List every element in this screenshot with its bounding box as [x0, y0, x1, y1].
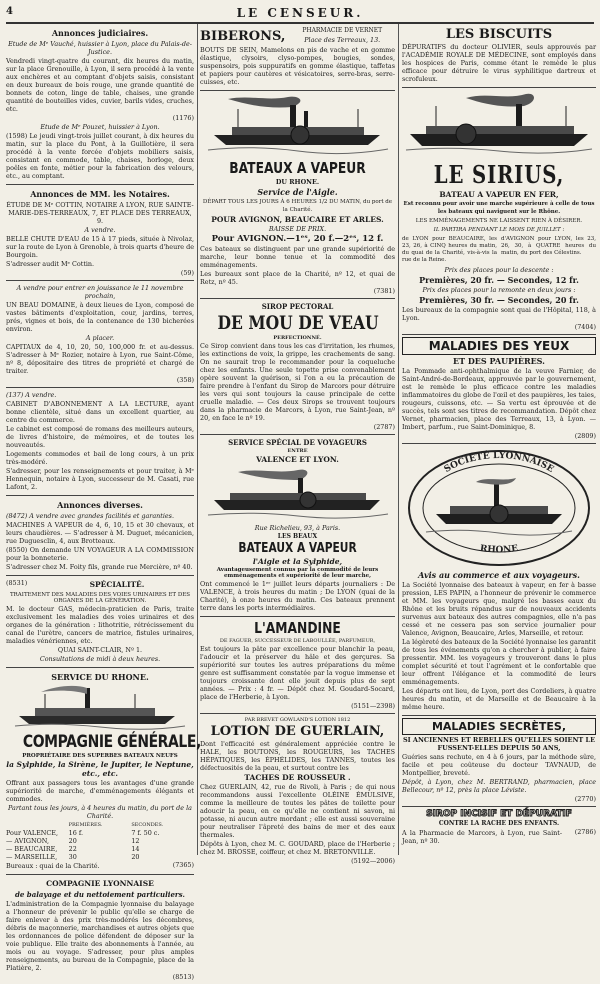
fare-second: 14 — [131, 845, 140, 853]
ad-body: Offrant aux passagers tous les avantages d'une grande supériorité de marche, d'emménagements élégants et commodes. — [6, 779, 194, 803]
ad-subheading: CONTRE LA RACHE DES ENFANTS. — [438, 820, 560, 827]
ad-subheading: VALENCE ET LYON. — [256, 455, 339, 464]
fare: Pour AVIGNON.—1ᵉˢ, 20 f.—2ᵉˢ, 12 f. — [211, 234, 384, 244]
column-right — [402, 24, 596, 855]
ad-body: DÉPURATIFS du docteur OLIVIER, seuls approuvés par l'ACADÉMIE ROYALE DE MÉDECINE, sont employés dans les hospices de Paris, comme étant le remède le plus efficace pour détruire le virus syphilitique dartreux et scrofuleux. — [402, 43, 596, 83]
ad-number: (7381) — [373, 287, 395, 295]
ad-body: BOUTS DE SEIN, Mamelons en pis de vache et en gomme élastique, clysoirs, clyso-pompes, bougies, sondes, suspensoirs, pois suppuratifs en gomme élastique, taffetas et papiers pour cautères et vésicatoires, serre-bras, serre-cuisses, etc. — [200, 46, 395, 86]
ad-maladies-secretes — [402, 716, 596, 807]
masthead — [6, 6, 594, 24]
ad-subheading: Avantageusement connus par la commodité de leurs emménagements et supériorité de leur marche, — [216, 567, 379, 579]
ad-heading: LOTION DE GUERLAIN, — [210, 724, 385, 739]
departure-lyon: de LYON pour BEAUCAIRE, les 23, 26, à CINQ heures du matin, du quai de la Charité, vis-à-vis la rue de la Reine. — [402, 236, 497, 263]
ad-label: BAISSE DE PRIX. — [268, 225, 327, 233]
fare-second: 7 f. 50 c. — [131, 829, 160, 837]
fare-destination: — MARSEILLE, — [6, 853, 58, 861]
seal-ring-top: SOCIÉTÉ LYONNAISE — [442, 450, 556, 475]
ad-subheading: ENTRE — [287, 448, 308, 454]
ad-heading: Avis au commerce et aux voyageurs. — [418, 570, 580, 580]
ad-body: CAPITAUX de 4, 10, 20, 50, 100,000 fr. et au-dessus. S'adresser à Mᵉ Rozier, notaire à Lyon, rue Saint-Côme, nº 8, dépositaire des titres de propriété et chargé de traiter. — [6, 343, 194, 375]
ad-subheading: Etude de Mᵉ Vauché, huissier à Lyon, place du Palais-de-Justice. — [8, 40, 192, 56]
fare-row — [6, 845, 194, 853]
ad-number: (8531) — [6, 579, 28, 587]
newspaper-title: LE CENSEUR. — [236, 6, 364, 20]
fare-first: 20 — [68, 837, 77, 845]
fare: Premières, 30 fr. — Secondes, 20 fr. — [419, 295, 579, 305]
ad-body: Dont l'efficacité est généralement appréciée contre le HALE, les BOUTONS, les ROUGEURS, les TACHES HÉPATIQUES, les ÉPHÉLIDES, les TANNES, toutes les défectuosités de la peau, et surtout contre les — [200, 740, 395, 772]
ad-body: CABINET D'ABONNEMENT A LA LECTURE, ayant bonne clientèle, situé dans un excellent quartier, au centre du commerce. — [6, 400, 194, 424]
ad-subheading: BATEAU A VAPEUR EN FER, — [439, 190, 559, 199]
ad-number: (358) — [176, 376, 194, 384]
page-number: 4 — [6, 6, 13, 17]
column-left — [6, 24, 201, 981]
ad-body: S'adresser audit Mᵉ Cottin. — [6, 260, 95, 268]
ad-diverses — [6, 496, 194, 576]
ad-subheading: TRAITEMENT DES MALADIES DES VOIES URINAIRES ET DES ORGANES DE LA GÉNÉRATION. — [9, 592, 191, 604]
fare-label: Prix des places pour la descente : — [444, 266, 554, 274]
fare-second: 12 — [131, 837, 140, 845]
steamboat-illustration — [208, 466, 388, 522]
ad-label: A vendre. — [84, 226, 116, 234]
ad-body: (8550) On demande UN VOYAGEUR A LA COMMISSION pour la bonneterie. — [6, 546, 194, 562]
ad-notaires — [6, 185, 194, 281]
ad-biscuits — [402, 24, 596, 88]
ad-specialite — [6, 576, 194, 668]
ad-heading: Annonces judiciaires. — [51, 28, 149, 38]
ad-body: La Pommade anti-ophthalmique de la veuve Farnier, de Saint-André-de-Bordeaux, approuvée par le gouvernement, est le remède le plus efficace contre les maladies inflammatoires du globe de l'œil et des paupières, les taies, rougeurs, cuissons, etc. — Sa vertu est éprouvée et de succès, tels sont ses titres de recommandation. Dépôt chez Vernet, pharmacien, place des Terreaux, 13, à Lyon. — Imbert, parfum., rue Saint-Dominique, 8. — [402, 367, 596, 431]
ad-sirop-mou-de-veau — [200, 299, 395, 435]
ad-heading: Annonces de MM. les Notaires. — [30, 189, 170, 199]
ad-domaine — [6, 281, 194, 388]
ad-number: (2770) — [574, 795, 596, 803]
ad-big-heading: SIROP INCISIF ET DÉPURATIF — [426, 809, 572, 819]
ad-body: Ont commencé le 1ᵉʳ juillet leurs départs journaliers : De VALENCE, à trois heures du matin ; De LYON (quai de la Charité), à onze heures du matin. Ces bateaux prennent terre dans les ports intermédiaires. — [200, 580, 395, 612]
ad-body: S'adresser, pour les renseignements et pour traiter, à Mᵉ Hennequin, notaire à Lyon, successeur de M. Casati, rue Lafont, 2. — [6, 467, 194, 491]
ad-address: Rue Richelieu, 93, à Paris. — [254, 524, 341, 532]
ad-body: (1598) Le jeudi vingt-trois juillet courant, à dix heures du matin, sur la place du Pont, à la Guillotière, il sera procédé à la vente forcée d'objets mobiliers saisis, consistant en commode, table, chaises, horloge, deux poêles en fonte, métier pour la fabrication des velours, etc., au comptant. — [6, 132, 194, 180]
ad-subheading: TACHES DE ROUSSEUR . — [244, 773, 351, 782]
ad-label: (137) A vendre. — [6, 391, 57, 399]
ad-heading: COMPAGNIE LYONNAISE — [46, 879, 154, 888]
ad-sirop-incisif — [402, 807, 596, 849]
ad-heading: Annonces diverses. — [57, 500, 143, 510]
ad-heading: SERVICE SPÉCIAL DE VOYAGEURS — [228, 438, 367, 447]
ad-heading: SPÉCIALITÉ. — [89, 580, 145, 589]
fare-col-first: PREMIÈRES. — [68, 822, 103, 828]
departure-info: Partant tous les jours, à 4 heures du matin, du port de la Charité. — [8, 804, 192, 820]
fare-first: 30 — [68, 853, 77, 861]
column-middle — [200, 24, 399, 865]
ad-number: (2809) — [574, 432, 596, 440]
ad-subheading: de balayage et du nettoiement particuliers. — [15, 890, 185, 899]
ad-subheading: SI ANCIENNES ET REBELLES QU'ELLES SOIENT LE FUSSENT-ELLES DEPUIS 50 ANS, — [402, 736, 596, 752]
ad-heading: BIBERONS, — [200, 29, 286, 44]
seal-ring-bottom: RHONE — [479, 543, 519, 556]
ad-subheading: Etude de Mᵉ Pouzet, huissier à Lyon. — [40, 123, 160, 131]
ad-body: Le cabinet est composé de romans des meilleurs auteurs, de livres d'histoire, de mémoires, et de toutes les nouveautés. — [6, 425, 194, 449]
steamboat-illustration — [15, 684, 185, 730]
ad-body: MACHINES A VAPEUR de 4, 6, 10, 15 et 30 chevaux, et leurs chaudières. — S'adresser à M. Duguet, mécanicien, rue Duguesclin, 4, aux Brotteaux. — [6, 521, 194, 545]
ad-heading: LES BISCUITS — [445, 27, 553, 42]
ad-subheading: PERFECTIONNÉ. — [273, 335, 322, 341]
ad-subheading: LES EMMÉNAGEMENTS NE LAISSENT RIEN À DÉSIRER. — [415, 218, 583, 224]
fare: Premières, 20 fr. — Secondes, 12 fr. — [419, 275, 579, 285]
fare-col-second: SECONDES. — [131, 822, 164, 828]
fare-destination: — AVIGNON, — [6, 837, 50, 845]
ad-subheading: PAR BREVET GOWLAND'S LOTION 1812 — [244, 717, 351, 723]
ad-address: Place des Terreaux, 13. — [304, 36, 381, 44]
ad-big-heading: L'AMANDINE — [254, 619, 341, 637]
ad-service-valence-lyon — [200, 435, 395, 617]
ad-service-rhone — [6, 668, 201, 875]
ad-heading: SERVICE DU RHONE. — [51, 672, 149, 682]
ad-big-heading: LE SIRIUS, — [433, 160, 565, 189]
destinations: POUR AVIGNON, BEAUCAIRE ET ARLES. — [211, 215, 384, 224]
ad-sirius — [402, 88, 596, 335]
ad-body: L'administration de la Compagnie lyonnaise du balayage a l'honneur de prévenir le public qu'elle se charge de faire enlever à des prix très-modérés les décombres, débris de maçonnerie, marchandises et autres objets que les ordonnances de police défendent de déposer sur la voie publique. Elle traite des abonnements à l'année, au mois ou au voyage. S'adresser, pour plus amples renseignements, au bureau de la Compagnie, place de la Platière, 2. — [6, 900, 194, 972]
ad-body: Guéries sans rechute, en 4 à 6 jours, par la méthode sûre, facile et peu coûteuse du docteur TAVNAUD, de Montpellier, breveté. — [402, 753, 596, 777]
ad-judicial — [6, 24, 194, 185]
ad-body: Ces bateaux se distinguent par une grande supériorité de marche, leur bonne tenue et la commodité des emménagements. — [200, 245, 395, 269]
ad-big-heading: COMPAGNIE GÉNÉRALE, — [22, 732, 201, 752]
fare-label: Prix des places pour la remonte en deux jours : — [422, 286, 576, 294]
ad-bateaux-aigle — [200, 91, 395, 299]
ad-body: S'adresser chez M. Foity fils, grande rue Mercière, nº 40. — [6, 563, 193, 571]
ad-number: (5192—2006) — [351, 857, 395, 865]
ad-body: Dépôt, à Lyon, chez M. BERTRAND, pharmacien, place Bellecour, nº 12, près la place Léviste. — [402, 778, 596, 794]
ad-body: Logements commodes et bail de long cours, à un prix très-modéré. — [6, 450, 194, 466]
ad-body: Vendredi vingt-quatre du courant, dix heures du matin, sur la place Grenouille, à Lyon, il sera procédé à la vente aux enchères et au comptant d'objets saisis, consistant en deux bureaux de bois rouge, une grande quantité de bonnets de coton, linge de table, chaises, une grande quantité de bouteilles vides, cuvier, barils vides, cruches, etc. — [6, 57, 194, 113]
fare-second: 20 — [131, 853, 140, 861]
ad-number: (7404) — [574, 323, 596, 331]
ad-number: (5151—2398) — [351, 702, 395, 710]
ad-subheading: DU RHONE. — [275, 178, 320, 186]
ad-subheading: DE FAGUER, SUCCESSEUR DE LABOULLÉE, PARFUMEUR, — [219, 638, 376, 644]
ad-body: A la Pharmacie de Marcors, à Lyon, rue Saint-Jean, nº 30. — [402, 829, 562, 845]
ad-subheading: IL PARTIRA PENDANT LE MOIS DE JUILLET : — [433, 227, 565, 233]
ad-number: (7365) — [172, 861, 194, 869]
fare-table-header — [6, 821, 194, 829]
ad-number: (59) — [180, 269, 194, 277]
ad-body: (8472) A vendre avec grandes facilités et garanties. — [6, 512, 174, 520]
ad-body: BELLE CHUTE D'EAU de 15 à 17 pieds, située à Nivolaz, sur la route de Lyon à Grenoble, à trois quarts d'heure de Bourgoin. — [6, 235, 194, 259]
ad-maladies-yeux — [402, 335, 596, 444]
ad-big-heading: BATEAUX A VAPEUR — [238, 541, 357, 556]
ad-body: Les départs ont lieu, de Lyon, port des Cordeliers, à quatre heures du matin, et de Marseille et de Beaucaire à la même heure. — [402, 687, 596, 711]
ad-number: (8513) — [172, 973, 194, 981]
ad-body: Est toujours la pâte par excellence pour blanchir la peau, l'adoucir et la préserver du hâle et des gerçures. Sa supériorité sur toutes les autres préparations du même genre est suffisamment constatée par la vogue immense et toujours croissante dont elle jouit depuis plus de sept années. — Prix : 4 fr. — Dépôt chez M. Goudard-Socard, place de l'Herberie, à Lyon. — [200, 645, 395, 701]
ad-big-heading: MALADIES SECRÈTES, — [402, 718, 596, 735]
boat-names: la Sylphide, la Sirène, le Jupiter, le Neptune, etc., etc. — [6, 760, 194, 778]
departure-avignon: d'AVIGNON pour LYON, les 23, 26, 30, à QUATRE heures du matin, du port des Célestins. — [501, 236, 596, 256]
ad-label: A vendre pour entrer en jouissance le 11 novembre prochain, — [16, 284, 184, 300]
steamboat-illustration — [208, 95, 388, 157]
ad-biberons — [200, 24, 395, 91]
ad-number: (1176) — [172, 114, 194, 122]
ad-hours: Consultations de midi à deux heures. — [39, 655, 161, 663]
ad-societe-lyonnaise — [402, 444, 596, 716]
fare-row — [6, 829, 194, 837]
boat-names: l'Aigle et la Sylphide, — [252, 557, 343, 566]
ad-subheading: PHARMACIE DE VERNET — [302, 27, 383, 34]
ad-body: La Société lyonnaise des bateaux à vapeur, en fer à basse pression, LES PAPIN, a l'honneur de prévenir le commerce et MM. les voyageurs que, malgré les basses eaux du Rhône et les bruits répandus sur de nouveaux accidents survenus aux bateaux des autres compagnies, elle n'a pas cessé et ne cessera pas son service journalier pour Valence, Avignon, Beaucaire, Arles, Marseille, et retour. — [402, 581, 596, 637]
ad-body: UN BEAU DOMAINE, à deux lieues de Lyon, composé de vastes bâtiments d'exploitation, cour, jardins, terres, prés, vignes et bois, de la contenance de 130 bicherées environ. — [6, 301, 194, 333]
ad-body: Dépôts à Lyon, chez M. C. GOUDARD, place de l'Herberie ; chez M. BROSSE, coiffeur, et chez M. BRETONVILLE. — [200, 840, 395, 856]
fare-destination: — BEAUCAIRE, — [6, 845, 58, 853]
ad-number: (2786) — [574, 828, 596, 836]
ad-big-heading: DE MOU DE VEAU — [217, 312, 379, 334]
fare-row — [6, 837, 194, 845]
ad-label: A placer. — [85, 334, 115, 342]
fare-row — [6, 853, 194, 861]
ad-subheading: LES BEAUX — [277, 533, 318, 540]
ad-subheading: ÉTUDE DE Mᵉ COTTIN, NOTAIRE A LYON, RUE SAINTE-MARIE-DES-TERREAUX, 7, ET PLACE DES TERREAUX, 9. — [6, 201, 194, 225]
ad-body: La légèreté des bateaux de la Société lyonnaise les garantit de tous les événements qu'on a chercher à publier, à faire pressentir. MM. les voyageurs y trouveront dans le plus complet sécurité et tout l'agrément et le confortable que leur offrent l'élégance et la commodité de leurs emménagements. — [402, 638, 596, 686]
departure-info: DÉPART TOUS LES JOURS À 6 HEURES 1/2 DU MATIN, du port de la Charité. — [202, 199, 393, 213]
ad-amandine — [200, 617, 395, 714]
ad-balayage — [6, 875, 194, 984]
fare-first: 16 f. — [68, 829, 84, 837]
steamboat-seal-illustration — [406, 448, 592, 568]
steamboat-illustration — [406, 92, 592, 158]
ad-lotion-guerlain — [200, 714, 395, 868]
ad-office: Bureaux : quai de la Charité. — [6, 862, 100, 870]
ad-subheading: SIROP PECTORAL — [261, 302, 334, 311]
ad-big-heading: BATEAUX A VAPEUR — [229, 159, 366, 177]
ad-body: Chez GUERLAIN, 42, rue de Rivoli, à Paris ; de qui nous recommandons aussi l'excellente OLÉINE ÉMULSIVE, comme la meilleure de toutes les pâtes de toilette pour adoucir la peau, en ce qu'elle ne contient ni savon, ni potasse, ni aucun autre mordant ; elle est aussi souveraine pour neutraliser l'âpreté des bains de mer et des eaux thermales. — [200, 783, 395, 839]
service-name: Service de l'Aigle. — [257, 187, 338, 197]
fare-destination: Pour VALENCE, — [6, 829, 58, 837]
fare-first: 22 — [68, 845, 77, 853]
ad-subheading: PROPRIÉTAIRE DES SUPERBES BATEAUX NEUFS — [22, 753, 178, 759]
ad-body: Est reconnu pour avoir une marche supérieure à celle de tous les bateaux qui naviguent sur le Rhône. — [403, 201, 595, 215]
ad-body: M. le docteur GAS, médecin-praticien de Paris, traite exclusivement les maladies des voies urinaires et des organes de la génération : lithotritie, rétrécissement du canal de l'urètre, cancers de matrice, fistules urinaires, maladies vénériennes, etc. — [6, 605, 194, 645]
ad-body: Ce Sirop convient dans tous les cas d'irritation, les rhumes, les extinctions de voix, la grippe, les crachements de sang. On ne saurait trop le recommander pour la coqueluche chez les enfants. Une seule topette prise convenablement opère souvent la guérison, si l'on a eu la précaution de faire prendre à l'enfant du Sirop de Marcors pour détruire les vers qui sont toujours la cause principale de cette cruelle maladie. — Ces deux Sirops se trouvent toujours dans la pharmacie de Marcors, à Lyon, rue Saint-Jean, nº 20, en face le nº 19. — [200, 342, 395, 422]
ad-big-heading: MALADIES DES YEUX — [402, 337, 596, 355]
ad-office: Les bureaux de la compagnie sont quai de l'Hôpital, 118, à Lyon. — [402, 306, 596, 322]
ad-number: (2787) — [373, 423, 395, 431]
ad-cabinet-lecture — [6, 388, 194, 496]
ad-address: QUAI SAINT-CLAIR, Nº 1. — [57, 646, 143, 654]
ad-office: Les bureaux sont place de la Charité, nº 12, et quai de Retz, nº 45. — [200, 270, 395, 286]
ad-subheading: ET DES PAUPIÈRES. — [453, 356, 545, 366]
